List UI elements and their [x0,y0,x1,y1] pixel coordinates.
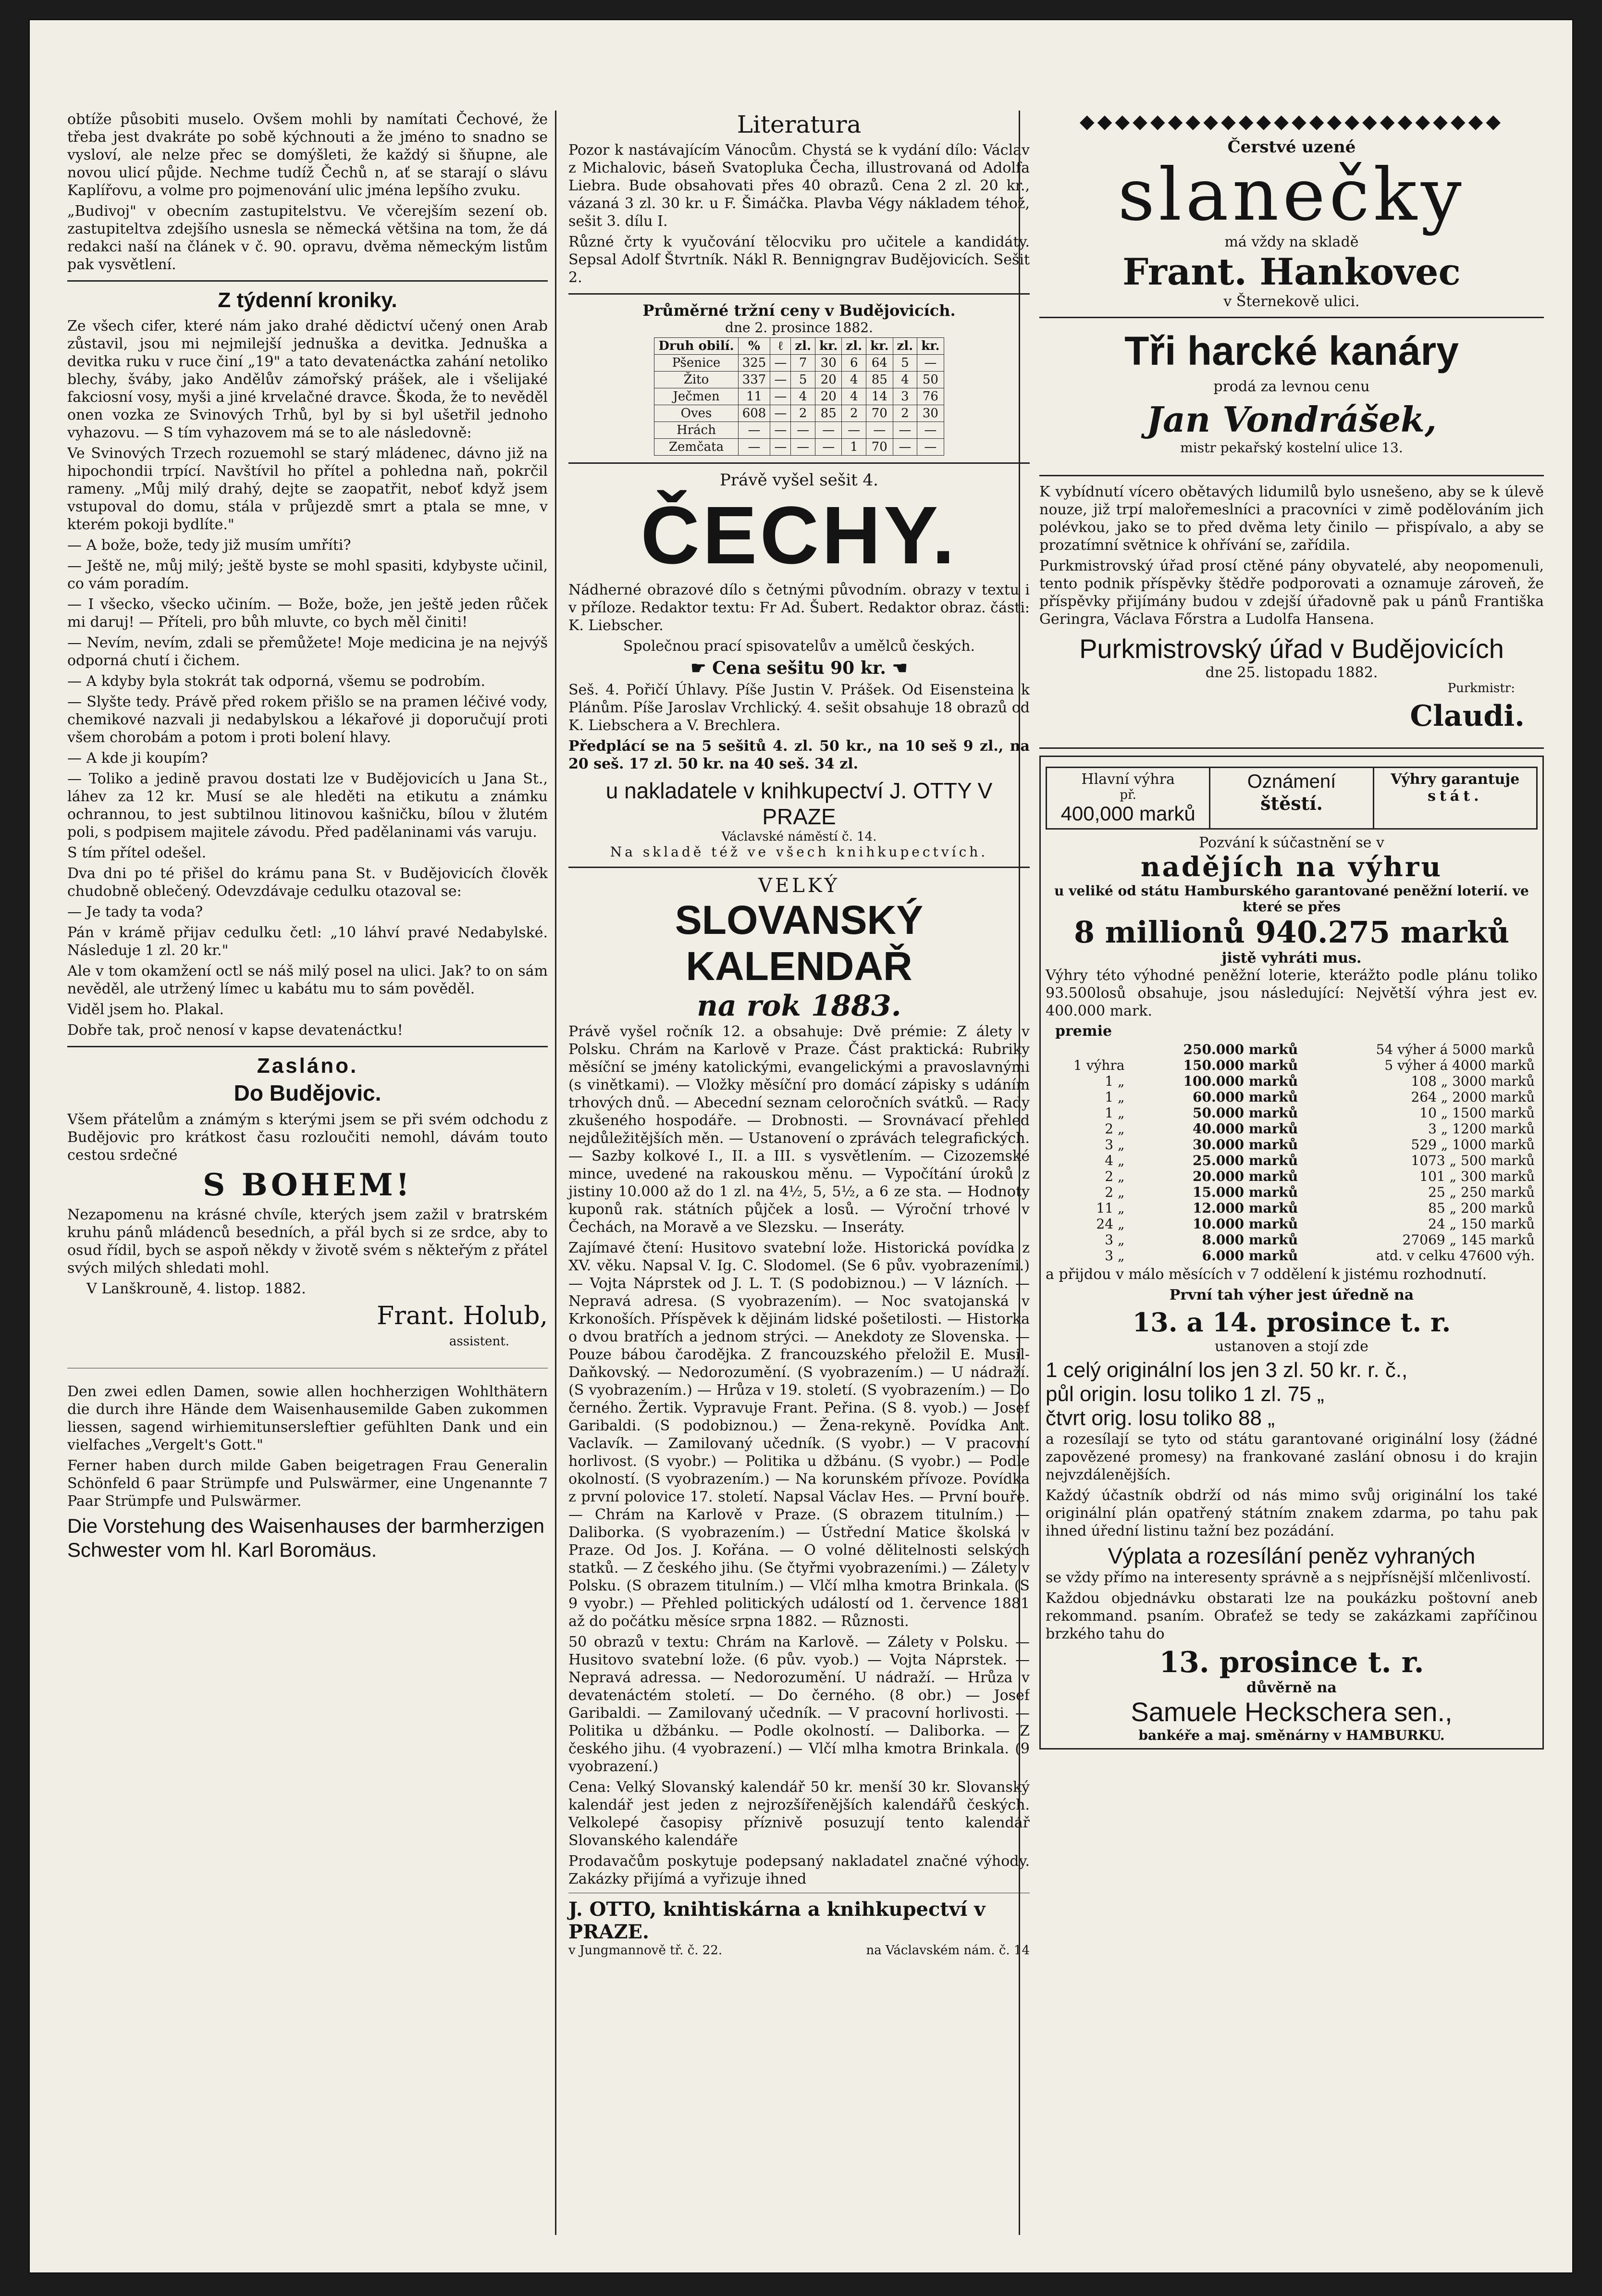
lottery-invite: Pozvání k súčastnění se v [1199,834,1384,851]
pointing-hand-icon: ☚ [886,658,908,678]
lottery-box-prize-label: Hlavní výhra [1081,771,1175,788]
prices-cell: — [917,422,944,439]
prices-header-row [654,338,944,355]
prize-cell: 1 „ [1105,1105,1125,1121]
zaslano-subtitle: Do Budějovic. [234,1080,382,1105]
prize-row [1046,1137,1538,1153]
prices-cell: 85 [866,372,893,388]
prices-cell: — [770,372,791,388]
prize-cell: 250.000 marků [1183,1042,1298,1057]
prize-cell [1046,1042,1127,1057]
fish-address: v Šternekově ulici. [1223,293,1360,310]
prices-cell: 70 [866,439,893,456]
prices-cell: — [770,405,791,422]
lottery-box-prize [1047,768,1210,828]
kronika-paragraph: — Nevím, nevím, zdali se přemůžete! Moje medicina je na nejvýš odporná chutí i čichem. [67,634,548,669]
prices-cell: 64 [866,355,893,372]
prices-cell: Zemčata [654,439,738,456]
canary-sub: prodá za levnou cenu [1213,378,1370,395]
zaslano-signature: Frant. Holub, [377,1302,548,1330]
prize-row [1046,1073,1538,1089]
prize-cell: atd. v celku 47600 výh. [1376,1248,1535,1264]
prize-row [1046,1089,1538,1105]
lottery-price-quarter: čtvrt orig. losu toliko 88 „ [1046,1406,1275,1430]
prize-cell: 50.000 marků [1193,1105,1298,1121]
kalendar-year: na rok 1883. [697,989,901,1023]
prize-row [1046,1153,1538,1168]
prices-header-cell: kr. [815,338,842,355]
publisher-address: Václavské náměstí č. 14. [721,830,877,844]
prices-cell: — [791,439,815,456]
prize-cell: 3 „ [1105,1232,1125,1248]
newspaper-page [29,19,1573,2273]
prize-cell: 1 výhra [1073,1057,1125,1073]
prices-cell: — [866,422,893,439]
prices-header-cell: kr. [917,338,944,355]
prize-cell: 2 „ [1105,1168,1125,1184]
prices-cell: — [791,422,815,439]
kronika-paragraph: — Ještě ne, můj milý; ještě byste se mohl spasiti, kdybyste učinil, co vám poradím. [67,558,548,592]
lottery-paragraph: ustanoven a stojí zde [1215,1338,1368,1355]
prize-cell: 60.000 marků [1193,1089,1298,1105]
lottery-paragraph: Každou objednávku obstarati lze na poukázku poštovní aneb rekommand. psaním. Obraťež se tedy se zakázkami zapříčinou brzkého tahu do [1046,1590,1538,1642]
prices-cell: 5 [791,372,815,388]
lottery-banker: Samuele Heckschera sen., [1131,1697,1453,1727]
lottery-price-half: půl origin. losu toliko 1 zl. 75 „ [1046,1382,1324,1406]
cechy-paragraph: Nádherné obrazové dílo s četnými původním. obrazy v textu i v příloze. Redaktor textu: Fr Ad. Šubert. Redaktor obraz. části: K. Liebscher. [568,582,1030,634]
lottery-box-notice-sub: štěstí. [1260,793,1323,814]
prize-cell: 25.000 marků [1193,1153,1298,1168]
office-name: Claudi. [1410,699,1525,733]
lottery-price-full: 1 celý originální los jen 3 zl. 50 kr. r. č., [1046,1358,1408,1382]
cechy-lead: Právě vyšel sešit 4. [719,471,878,490]
divider [1039,317,1544,318]
zaslano-role: assistent. [449,1334,509,1349]
prices-cell: 4 [791,388,815,405]
prize-row [1046,1121,1538,1137]
column-middle [555,111,1030,2235]
prices-cell: 70 [866,405,893,422]
cechy-title: ČECHY. [641,490,958,581]
lottery-paragraph: a rozesílají se tyto od státu garantované originální losy (žádné zapovězené promesy) na frankované zaslání obnosu i do krajin nejvzdálenějších. [1046,1431,1538,1483]
prices-cell: 20 [815,388,842,405]
zaslano-paragraph: Všem přátelům a známým s kterými jsem se při svém odchodu z Budějovic pro krátkost času rozloučiti nemohl, dávám touto cestou srdečné [67,1111,548,1164]
prize-cell: 3 „ 1200 marků [1428,1121,1535,1137]
kronika-paragraph: — Toliko a jedině pravou dostati lze v Budějovicích u Jana St., láhev za 12 kr. Musí se ale hleděti na etikutu a známku ochrannou, to jest subtilnou litinovou kašničku, bílou v žlutém poli, s podpisem majitele závodu. Před padělaninami vás varuju. [67,770,548,841]
column-left [67,111,548,2235]
prize-cell: 2 „ [1105,1121,1125,1137]
literatura-paragraph: Pozor k nastávajícím Vánocům. Chystá se k vydání dílo: Václav z Michalovic, báseň Svatopluka Čecha, illustrovaná od Adolfa Liebra. Bude obsahovati přes 40 obrazů. Cena 2 zl. 20 kr., vázaná 3 zl. 30 kr. u F. Šimáčka. Plavba Végy nákladem téhož, sešit 3. dílu I. [568,142,1030,230]
kronika-paragraph: — Je tady ta voda? [67,904,203,920]
prices-cell: 85 [815,405,842,422]
cechy-subscription: Předplácí se na 5 sešitů 4. zl. 50 kr., na 10 seš 9 zl., na 20 seš. 17 zl. 50 kr. na 40 seš. 34 zl. [568,738,1030,772]
german-paragraph: Ferner haben durch milde Gaben beigetragen Frau Generalin Schönfeld 6 paar Strümpfe und Pulswärmer, eine Ungenannte 7 Paar Strümpfe und Pulswärmer. [67,1457,548,1510]
fish-lead: Čerstvé uzené [1227,137,1356,157]
kronika-paragraph: Dobře tak, proč nenosí v kapse devatenáctku! [67,1022,403,1039]
cechy-paragraph: Společnou prací spisovatelův a umělců českých. [623,638,975,655]
kronika-paragraph: Viděl jsem ho. Plakal. [67,1001,224,1018]
prices-cell: 2 [791,405,815,422]
publisher-note: Na skladě též ve všech knihkupectvích. [610,844,988,860]
prices-cell: Oves [654,405,738,422]
prize-cell: 85 „ 200 marků [1428,1200,1535,1216]
prices-cell: — [842,422,866,439]
prices-cell: 4 [842,372,866,388]
prize-cell: 20.000 marků [1193,1168,1298,1184]
intro-paragraph: obtíže působiti muselo. Ovšem mohli by namítati Čechové, že třeba jest dvakráte po sobě kýchnouti a že jméno to snadno se vysloví, ale nelze přec se domýšleti, že každý si šňupne, ale novou ulicí půjde. Nechme tudíž Čechů n, ať se starají o slávu Kaplířovu, a volme pro pojmenování ulic jména lepšího zvuku. [67,111,548,199]
canary-address: mistr pekařský kostelní ulice 13. [1180,440,1403,456]
prize-cell: 3 „ [1105,1248,1125,1264]
prices-cell: — [893,422,917,439]
lottery-box-prize-amount: 400,000 marků [1060,802,1195,825]
kalendar-paragraph: Cena: Velký Slovanský kalendář 50 kr. menší 30 kr. Slovanský kalendář jest jeden z nejrozšířenějších kalendářů českých. Velkolepé časopisy příznivě posuzují tento kalendář Slovanského kalendáře [568,1779,1030,1849]
prices-header-cell: kr. [866,338,893,355]
prices-cell: Hrách [654,422,738,439]
prices-row [654,388,944,405]
lottery-paragraph: První tah výher jest úředně na [1169,1287,1414,1303]
prices-cell: — [770,439,791,456]
kalendar-paragraph: Právě vyšel ročník 12. a obsahuje: Dvě prémie: Z álety v Polsku. Chrám na Karlově v Praze. Část praktická: Rubriky měsíční se jmény katolickými, evangelickými a pravoslavnými (s vinětkami). — Vložky měsíční pro domácí zápisky s udáním trhových dnů. — Abecední seznam celoročních svátků. — Rady zkušeného hospodáře. — Drobnosti. — Srovnávací přehled nejdůležitějších měn. — Ustanovení o zprávách telegrafických. — Sazby kolkové I., II. a III. s vysvětlením. — Cizozemské mince, uvedené na rakouskou měnu. — Vypočítání úroků z jistiny 10.000 až do 1 zl. na 4½, 5, 5½, a 6 ze sta. — Hodnoty kuponů rak. státních půjček a losů. — Výroční trhové v Čechách, na Moravě a ve Slezsku. — Inseráty. [568,1023,1030,1236]
intro-text [67,111,548,273]
kalendar-paragraph: Prodavačům poskytuje podepsaný nakladatel značné výhody. Zakázky přijímá a vyřizuje ihned [568,1853,1030,1887]
lottery-box-notice-label: Oznámení [1247,771,1336,792]
divider [1039,747,1544,749]
office-title: Purkmistrovský úřad v Budějovicích [1079,633,1504,664]
lottery-box-state-label: Výhry garantuje [1391,771,1520,788]
prize-cell: 12.000 marků [1193,1200,1298,1216]
prize-cell: 100.000 marků [1183,1073,1298,1089]
lottery-paragraph: a přijdou v málo měsících v 7 oddělení k jistému rozhodnutí. [1046,1266,1487,1283]
bohem-heading: S BOHEM! [203,1167,412,1203]
prize-cell: 2 „ [1105,1184,1125,1200]
prices-cell: 7 [791,355,815,372]
fish-name: Frant. Hankovec [1122,250,1461,293]
prices-cell: — [770,422,791,439]
prices-date: dne 2. prosince 1882. [725,320,873,335]
prices-cell: 608 [738,405,770,422]
kronika-paragraph: Ale v tom okamžení octl se náš milý posel na ulici. Jak? to on sám nevěděl, ale utržený límec u kabátu mu to sám pověděl. [67,963,548,997]
office-role: Purkmistr: [1447,681,1515,695]
prices-cell: 6 [842,355,866,372]
kronika-paragraph: S tím přítel odešel. [67,844,207,861]
prices-row [654,355,944,372]
prize-cell: 5 výher á 4000 marků [1384,1057,1535,1073]
lottery-deadline: 13. prosince t. r. [1159,1646,1424,1679]
lottery-prize-table [1046,1042,1538,1264]
prize-cell: 108 „ 3000 marků [1411,1073,1535,1089]
prices-cell: 50 [917,372,944,388]
notice-paragraph: K vybídnutí vícero obětavých lidumilů bylo usnešeno, aby se k úlevě nouze, již trpí malořemeslníci a pracovníci v zimě podělováním jich polévkou, jako se to před dvěma lety činilo — přispívalo, a aby se prozatímní světnice k ohřívání se, zařídila. [1039,484,1544,554]
prices-row [654,439,944,456]
lottery-desc: Výhry této výhodné peněžní loterie, kterážto podle plánu toliko 93.500losů obsahuje, jsou následující: Největší výhra jest ev. 400.000 mark. [1046,967,1538,1019]
prize-cell: 25 „ 250 marků [1428,1184,1535,1200]
divider [67,1046,548,1047]
lottery-payout: Výplata a rozesílání peněz vyhraných [1108,1543,1476,1568]
prize-cell: 529 „ 1000 marků [1411,1137,1535,1153]
kalendar-text [568,1023,1030,1888]
prices-cell: 76 [917,388,944,405]
prize-row [1046,1248,1538,1264]
diamond-border: ◆◆◆◆◆◆◆◆◆◆◆◆◆◆◆◆◆◆◆◆◆◆◆◆ [1079,111,1504,133]
prize-row [1046,1216,1538,1232]
prize-row [1046,1042,1538,1057]
kalendar-addresses [568,1943,1030,1958]
prize-row [1046,1232,1538,1248]
literatura-paragraph: Různé črty k vyučování tělocviku pro učitele a kandidáty. Sepsal Adolf Štvrtník. Nákl R. Bennigngrav Budějovicích. Sešit 2. [568,234,1030,286]
kalendar-publisher: J. OTTO, knihtiskárna a knihkupectví v PRAZE. [568,1898,986,1943]
fish-sub: má vždy na skladě [1224,234,1359,250]
prices-header-cell: zl. [791,338,815,355]
prices-cell: 2 [893,405,917,422]
divider [1039,475,1544,476]
prize-cell: 10.000 marků [1193,1216,1298,1232]
prices-cell: 1 [842,439,866,456]
prices-cell: 4 [893,372,917,388]
lottery-sub: u veliké od státu Hamburského garantované peněžní loterií. ve které se přes [1054,883,1529,915]
prize-row [1046,1184,1538,1200]
prize-cell: 40.000 marků [1193,1121,1298,1137]
prices-cell: — [738,439,770,456]
pointing-hand-icon: ☛ [690,658,713,678]
prices-cell: 11 [738,388,770,405]
prize-cell: 4 „ [1105,1153,1125,1168]
lottery-trust: důvěrně na [1246,1679,1337,1696]
prices-cell: — [893,439,917,456]
prices-row [654,422,944,439]
prices-table [654,337,944,456]
kalendar-velky: VELKÝ [758,875,840,897]
kronika-title: Z týdenní kroniky. [218,288,397,312]
kronika-paragraph: — A kde ji koupím? [67,750,208,767]
kronika-paragraph: — I všecko, všecko učiním. — Bože, bože, jen ještě jeden růček mi daruj! — Příteli, pro bůh mluvte, co bych měl činiti! [67,596,548,631]
divider [568,293,1030,295]
kronika-text [67,317,548,1039]
prize-cell: 54 výher á 5000 marků [1376,1042,1535,1057]
zaslano-paragraph: Nezapomenu na krásné chvíle, kterých jsem zažil v bratrském kruhu pánů mládenců besedních, a přál bych si ze srdce, aby to osud řídil, bych se aspoň někdy v životě svém s někteřým z přátel svých milých shledati mohl. [67,1206,548,1277]
divider [67,280,548,282]
lottery-premie: premie [1055,1023,1112,1040]
prices-cell: — [738,422,770,439]
prices-cell: Žito [654,372,738,388]
column-right [1019,111,1544,2235]
prices-cell: — [917,439,944,456]
prices-cell: 4 [842,388,866,405]
prices-cell: Pšenice [654,355,738,372]
kronika-paragraph: Dva dni po té přišel do krámu pana St. v Budějovicích člověk chudobně oblečený. Odevzdávaje cedulku otazoval se: [67,865,548,900]
notice-paragraph: Purkmistrovský úřad prosí ctěné pány obyvatelé, aby neopomenuli, tento podnik příspěvky štědře podporovati a oznamuje zároveň, že příspěvky přijímány budou v zdejší úřadovně pak u pánů Františka Geringra, Václava Főrstra a Ludolfa Hansena. [1039,558,1544,628]
canary-title: Tři harcké kanáry [1124,328,1459,373]
prize-row [1046,1105,1538,1121]
lottery-win: jistě vyhráti mus. [1221,950,1362,967]
lottery-box-notice [1210,768,1374,828]
prize-row [1046,1200,1538,1216]
lottery-paragraph: Každý účastník obdrží od nás mimo svůj originální los také originální plán opatřený státním znakem zdarma, po tahu pak ihned úřední listinu tažní bez pozádání. [1046,1487,1538,1539]
prize-cell: 6.000 marků [1202,1248,1298,1264]
prices-header-cell: ℓ [770,338,791,355]
prize-cell: 27069 „ 145 marků [1402,1232,1535,1248]
prize-cell: 11 „ [1096,1200,1125,1216]
kronika-paragraph: — Slyšte tedy. Právě před rokem přišlo se na pramen léčivé vody, chemikové nazvali ji nedabylskou a lékařové ji doporučují proti všem chorobám a potom i proti bolení hlavy. [67,694,548,746]
prize-row [1046,1057,1538,1073]
kalendar-address-left: v Jungmannově tř. č. 22. [568,1943,723,1958]
prize-cell: 24 „ [1096,1216,1125,1232]
prize-cell: 15.000 marků [1193,1184,1298,1200]
lottery-box-prize-abbr: př. [1120,788,1136,802]
prize-row [1046,1168,1538,1184]
prices-header-cell: % [738,338,770,355]
prize-cell: 101 „ 300 marků [1419,1168,1535,1184]
prize-cell: 3 „ [1105,1137,1125,1153]
cechy-price-text: Cena sešitu 90 kr. [712,658,886,678]
lottery-header-boxes [1046,767,1538,830]
prices-cell: 14 [866,388,893,405]
prices-cell: 325 [738,355,770,372]
divider [568,462,1030,464]
prize-cell: 8.000 marků [1202,1232,1298,1248]
lottery-paragraph: se vždy přímo na interesenty správně a s nejpřísnější mlčenlivostí. [1046,1569,1531,1586]
prices-cell: Ječmen [654,388,738,405]
cechy-paragraph: Seš. 4. Pořičí Úhlavy. Píše Justin V. Prášek. Od Eisensteina k Plánům. Píše Jaroslav Vrchlický. 4. sešit obsahuje 18 obrazů od K. Liebschera a V. Brechlera. [568,682,1030,734]
lottery-banker-sub: bankéře a maj. směnárny v HAMBURKU. [1138,1727,1445,1743]
lottery-hope: nadějích na výhru [1140,851,1443,883]
prices-cell: — [770,388,791,405]
office-date: dne 25. listopadu 1882. [1205,664,1378,681]
kronika-paragraph: Ve Svinových Trzech rozuemohl se starý mládenec, dávno již na hipochondii trpící. Navštívil ho přítel a pohledna naň, pokrčil rameny. „Můj milý drahý, dejte se zaopatřit, neboť když jsem vstupoval do domu, stála v průjezdě smrt a ptala se mne, v kterém pokoji bydlíte." [67,445,548,533]
divider [568,867,1030,868]
prize-cell: 24 „ 150 marků [1428,1216,1535,1232]
cechy-price [568,658,1030,678]
prize-cell: 30.000 marků [1193,1137,1298,1153]
kronika-paragraph: — A bože, bože, tedy již musím umříti? [67,537,351,554]
kalendar-paragraph: Zajímavé čtení: Husitovo svatební lože. Historická povídka z XV. věku. Napsal V. Ig. C. Slodomel. (Se 6 pův. vyobrazeními.) — Vojta Náprstek od J. L. T. (S podobiznou.) — V lázních. — Nepravá adresa. (S vyobrazením). — Noc svatojanská v Krkonoších. Příspěvek k dějinám lidské pošetilosti. — Historka o dvou bratřích a jednom strýci. — Anekdoty ze Slovenska. — Pouze bábou čarodějka. Z francouzského přeložil E. Musil-Daňkovský. — Nedorozumění. (S vyobrazením.) — U nádraží. (S vyobrazením.) — Hrůza v 19. století. (S vyobrazením.) — Do černého. Žertik. Vypravuje Frant. Peřina. (S 8. vyob.) — Josef Garibaldi. (S podobiznou.) — Žena-rekyně. Povídka Ant. Vaclavík. — Zamilovaný učedník. (S vyobr.) — V pracovní horlivost. (S vyobr.) — Politika u džbánu. (S vyobr.) — Podle okolností. (S vyobrazením.) — Na korunském přívoze. Povídka z první polovice 17. století. Napsal Václav Hes. — První bouře. — Chrám na Karlově v Praze. (S obrazem titulním.) — Daliborka. (S vyobrazením.) — Ústřední Matice školská v Praze. Od Jos. J. Kořána. — O volné dělitelnosti selských statků. — Z českého jihu. (Se čtyřmi vyobrazeními.) — Zálety v Polsku. (S obrazem titulním.) — Vlčí mlha kmotra Brinkala. (S 9 vyobr.) — Přehled politických událostí od 1. července 1881 až do počátku měsíce srpna 1882. — Různosti. [568,1240,1030,1630]
prize-cell: 1 „ [1105,1089,1125,1105]
lottery-ad [1039,756,1544,1750]
kalendar-paragraph: 50 obrazů v textu: Chrám na Karlově. — Zálety v Polsku. — Husitovo svatební lože. (6 pův. vyob.) — Vojta Náprstek. — Nepravá adressa. — Nedorozumění. U nádraží. — Hrůza v devatenáctém století. — Do černého. (8 obr.) — Josef Garibaldi. — Zamilovaný učedník. — V pracovní horlivosti. — Politika u džbánku. — Podle okolností. — Daliborka. — Z českého jihu. (4 vyobrazení.) — Vlčí mlha kmotra Brinkala. (9 vyobrazení.) [568,1634,1030,1775]
lottery-box-state-sub: stát. [1428,788,1483,805]
canary-name: Jan Vondrášek, [1146,399,1437,440]
kronika-paragraph: Ze všech cifer, které nám jako drahé dědictví učený onen Arab zůstavil, jsou mi nejmilejší jednuška a devitka. Jednuška a devitka ruku v ruce činí „19" a tato devatenáctka zahání netoliko blechy, šváby, jako Andělův zámořský prášek, ale i všelijaké fakciosní vosy, myši a jiné krvelačné dravce. Škoda, že to nevěděl onen vozka ze Svinových Trhů, byl by si byl ušetřil jednoho vyhazovu. — S tím vyhazovem má se to ale následovně: [67,318,548,441]
zaslano-date: V Lanškrouně, 4. listop. 1882. [86,1280,306,1297]
zaslano-title: Zasláno. [257,1054,358,1078]
prices-header-cell: zl. [842,338,866,355]
prices-cell: — [815,439,842,456]
prices-cell: 20 [815,372,842,388]
prices-cell: 30 [917,405,944,422]
fish-title: slanečky [1118,153,1466,237]
prize-cell: 10 „ 1500 marků [1419,1105,1535,1121]
prices-row [654,405,944,422]
prices-body [654,355,944,456]
kronika-paragraph: Pán v krámě přijav cedulku četl: „10 láhví pravé Nedabylské. Následuje 1 zl. 20 kr." [67,924,548,959]
lottery-date: 13. a 14. prosince t. r. [1132,1307,1451,1338]
kalendar-title: SLOVANSKÝ KALENDAŘ [675,897,924,989]
prices-cell: 5 [893,355,917,372]
prize-cell: 264 „ 2000 marků [1411,1089,1535,1105]
prices-cell: 30 [815,355,842,372]
lottery-box-state [1374,768,1536,828]
german-signature: Die Vorstehung des Waisenhauses der barmherzigen Schwester vom hl. Karl Boromäus. [67,1514,545,1561]
publisher-name: u nakladatele v knihkupectví J. OTTY V PRAZE [605,778,993,829]
prices-header-cell: Druh obilí. [654,338,738,355]
kalendar-address-right: na Václavském nám. č. 14 [866,1943,1030,1958]
lottery-prize-body [1046,1042,1538,1264]
prices-cell: — [815,422,842,439]
prices-cell: — [917,355,944,372]
prize-cell: 1073 „ 500 marků [1411,1153,1535,1168]
prices-cell: 337 [738,372,770,388]
literatura-title: Literatura [737,111,862,138]
prices-cell: — [770,355,791,372]
prices-title: Průměrné tržní ceny v Budějovicích. [642,301,956,320]
prize-cell: 1 „ [1105,1073,1125,1089]
prices-cell: 3 [893,388,917,405]
intro-paragraph: „Budivoj" v obecním zastupitelstvu. Ve včerejším sezení ob. zastupiteltva zdejšího usnesla se německá většina na tom, že dá redakci naší na článek v č. 90. opravu, dvěma německým listům pak vysvětlení. [67,203,548,273]
prices-row [654,372,944,388]
german-paragraph: Den zwei edlen Damen, sowie allen hochherzigen Wohlthätern die durch ihre Hände dem Waisenhausemilde Gaben zukommen liessen, sagend wirhiemitunsersleftier gefühlten Dank und ein vielfaches „Vergelt's Gott." [67,1383,548,1453]
prices-header-cell: zl. [893,338,917,355]
lottery-million: 8 millionů 940.275 marků [1073,915,1510,950]
prices-cell: 2 [842,405,866,422]
kronika-paragraph: — A kdyby byla stokrát tak odporná, všemu se podrobím. [67,673,485,690]
prize-cell: 150.000 marků [1183,1057,1298,1073]
